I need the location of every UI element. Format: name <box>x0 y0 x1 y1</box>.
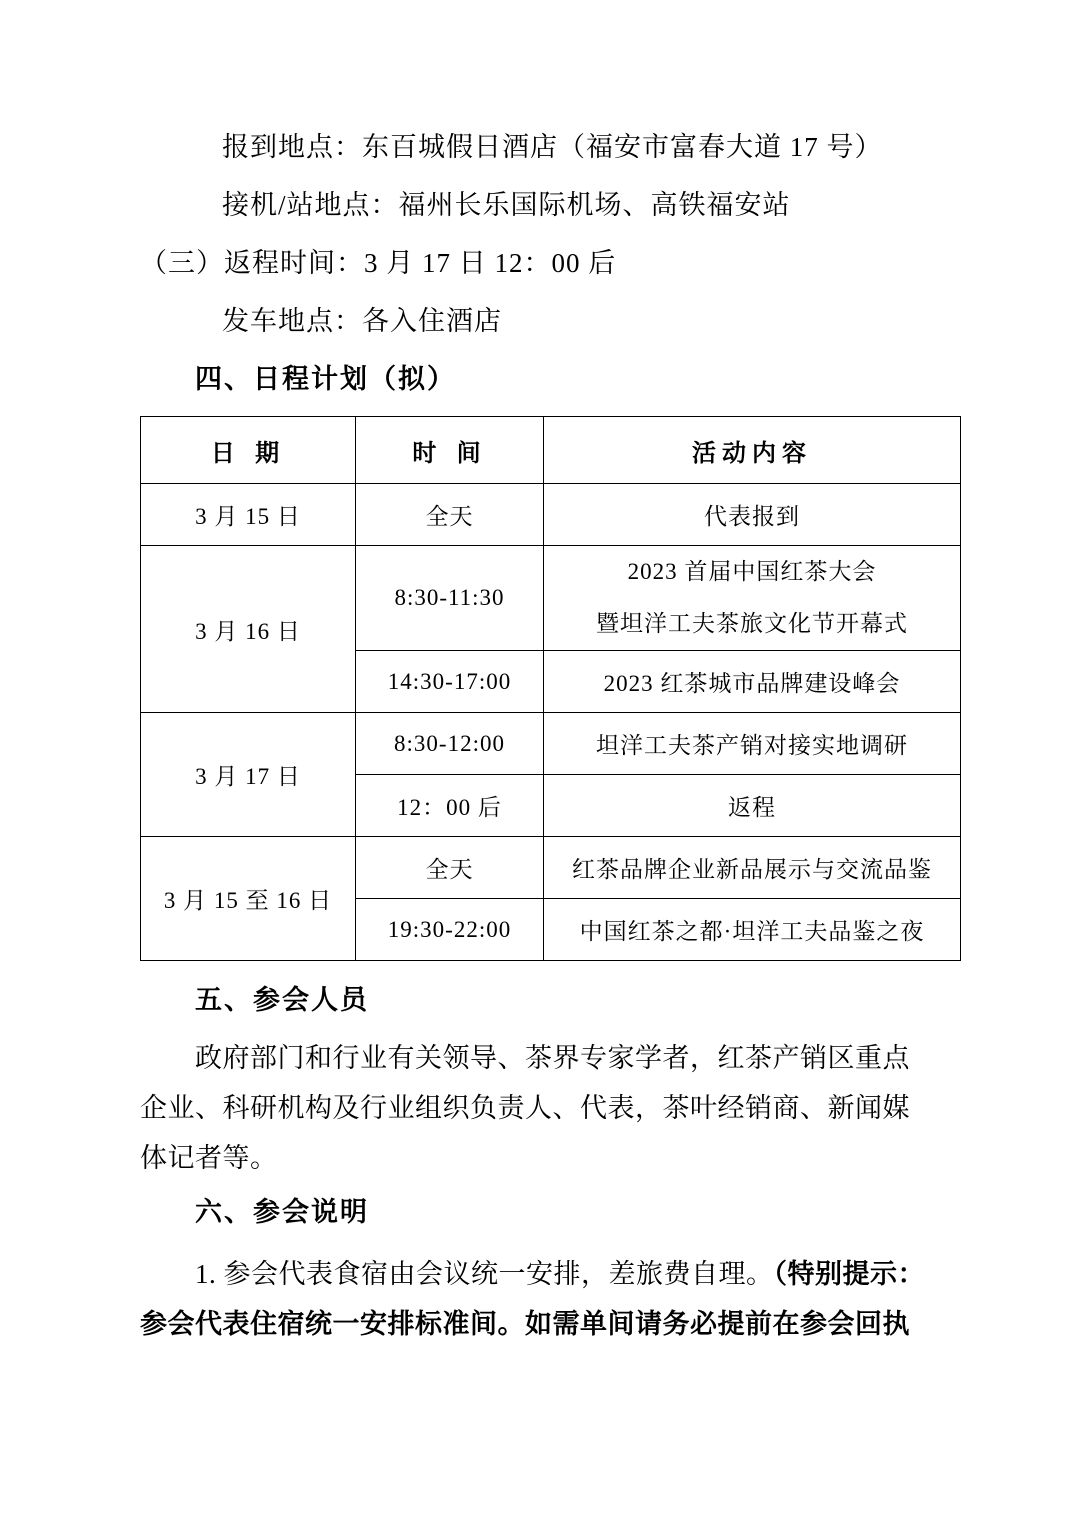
paragraph-departure-location: 发车地点：各入住酒店 <box>222 306 502 336</box>
cell-date: 3 月 16 日 <box>141 546 356 713</box>
participants-line-2: 企业、科研机构及行业组织负责人、代表，茶叶经销商、新闻媒 <box>140 1093 910 1123</box>
cell-activity: 坦洋工夫茶产销对接实地调研 <box>544 713 961 775</box>
paragraph-pickup-location: 接机/站地点：福州长乐国际机场、高铁福安站 <box>222 190 791 220</box>
cell-time: 14:30-17:00 <box>356 651 544 713</box>
table-header-row <box>141 417 961 484</box>
table-row <box>141 546 961 651</box>
cell-activity: 红茶品牌企业新品展示与交流品鉴 <box>544 837 961 899</box>
cell-time: 19:30-22:00 <box>356 899 544 961</box>
cell-time: 全天 <box>356 484 544 546</box>
paragraph-participants <box>140 1033 960 1183</box>
notes-line-2: 参会代表住宿统一安排标准间。如需单间请务必提前在参会回执 <box>140 1309 910 1340</box>
cell-date: 3 月 17 日 <box>141 713 356 837</box>
table-header-date: 日 期 <box>141 417 356 484</box>
table-header-activity: 活动内容 <box>544 417 961 484</box>
activity-line: 暨坦洋工夫茶旅文化节开幕式 <box>596 611 908 636</box>
cell-date: 3 月 15 至 16 日 <box>141 837 356 961</box>
cell-activity: 2023 红茶城市品牌建设峰会 <box>544 651 961 713</box>
cell-date: 3 月 15 日 <box>141 484 356 546</box>
cell-activity: 代表报到 <box>544 484 961 546</box>
cell-time: 12：00 后 <box>356 775 544 837</box>
table-row <box>141 713 961 775</box>
table-row <box>141 484 961 546</box>
cell-time: 全天 <box>356 837 544 899</box>
paragraph-notes <box>140 1249 960 1350</box>
participants-line-3: 体记者等。 <box>140 1143 278 1173</box>
paragraph-report-location: 报到地点：东百城假日酒店（福安市富春大道 17 号） <box>222 132 883 162</box>
heading-notes: 六、参会说明 <box>195 1197 369 1228</box>
participants-line-1: 政府部门和行业有关领导、茶界专家学者，红茶产销区重点 <box>195 1043 910 1073</box>
document-content <box>140 118 960 1350</box>
notes-normal-run: 1. 参会代表食宿由会议统一安排，差旅费自理。 <box>195 1259 774 1289</box>
table-header-time: 时 间 <box>356 417 544 484</box>
cell-activity: 中国红茶之都·坦洋工夫品鉴之夜 <box>544 899 961 961</box>
schedule-table <box>140 416 961 961</box>
table-row <box>141 837 961 899</box>
paragraph-return-time: （三）返程时间：3 月 17 日 12：00 后 <box>140 248 617 278</box>
cell-time: 8:30-11:30 <box>356 546 544 651</box>
heading-participants: 五、参会人员 <box>195 985 369 1016</box>
notes-line-1 <box>140 1249 960 1300</box>
cell-time: 8:30-12:00 <box>356 713 544 775</box>
activity-line: 2023 首届中国红茶大会 <box>627 559 877 584</box>
heading-schedule: 四、日程计划（拟） <box>195 364 456 395</box>
cell-activity: 返程 <box>544 775 961 837</box>
cell-activity <box>544 546 961 651</box>
notes-bold-run: （特别提示： <box>773 1259 925 1290</box>
